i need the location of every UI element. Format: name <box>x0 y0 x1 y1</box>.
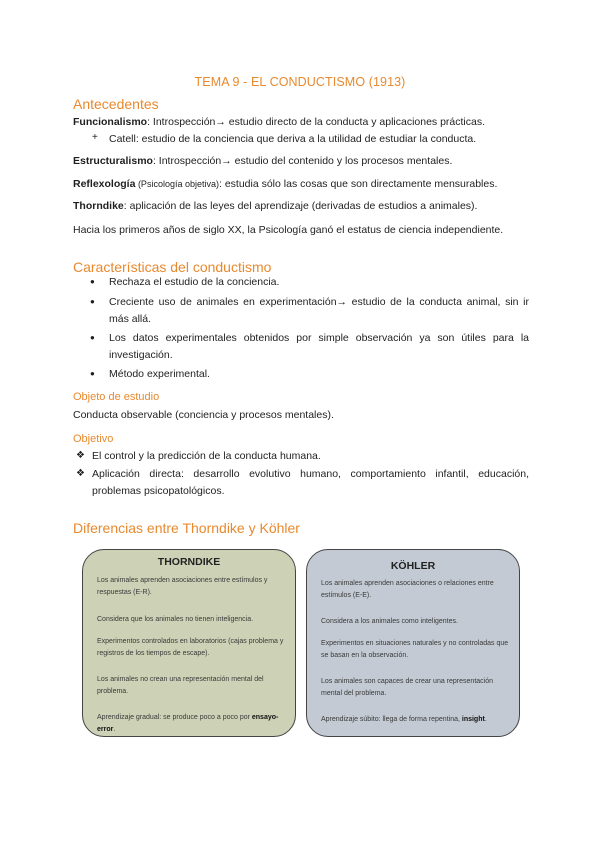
thorndike-item-4: Los animales no crean una representación mental del problema. <box>97 676 264 695</box>
kohler-item-2: Considera a los animales como inteligentes. <box>321 618 458 625</box>
kohler-item-1: Los animales aprenden asociaciones o relaciones entre estímulos (E-E). <box>321 580 494 599</box>
funcionalismo-paragraph <box>73 115 533 129</box>
caracteristica-item-4: Método experimental. <box>109 368 210 380</box>
thorndike-item-5 <box>97 712 285 736</box>
catell-bullet: + <box>92 132 98 143</box>
reflexologia-term: Reflexología <box>73 178 136 190</box>
thorndike-item-3: Experimentos controlados en laboratorios (cajas problema y registros de los tiempos de escape). <box>97 638 284 657</box>
objetivo-item-2: Aplicación directa: desarrollo evolutivo humano, comportamiento infantil, educación, problemas psicopatológicos. <box>92 468 529 497</box>
thorndike-text: : aplicación de las leyes del aprendizaje (derivadas de estudios a animales). <box>123 200 478 212</box>
caracteristica-bullet: ● <box>90 297 95 306</box>
kohler-item-5 <box>321 714 509 726</box>
objeto-heading: Objeto de estudio <box>73 391 160 403</box>
page-title: TEMA 9 - EL CONDUCTISMO (1913) <box>194 75 406 89</box>
reflexologia-text: : estudia sólo las cosas que son directamente mensurables. <box>218 178 498 190</box>
objetivo-bullet: ❖ <box>76 450 85 461</box>
funcionalismo-text: : Introspección→ estudio directo de la conducta y aplicaciones prácticas. <box>147 116 486 128</box>
thorndike-box-title: THORNDIKE <box>157 556 221 568</box>
thorndike-item-5-text: Aprendizaje gradual: se produce poco a poco por <box>97 714 250 721</box>
kohler-item-5-end: . <box>484 716 487 723</box>
kohler-item-5-bold: insight <box>461 716 485 723</box>
kohler-item-5-text: Aprendizaje súbito: llega de forma repentina, <box>321 716 460 723</box>
diferencias-heading: Diferencias entre Thorndike y Köhler <box>73 520 300 536</box>
kohler-item-4: Los animales son capaces de crear una representación mental del problema. <box>321 678 493 697</box>
antecedentes-heading: Antecedentes <box>73 96 159 112</box>
estructuralismo-paragraph <box>73 154 533 168</box>
objetivo-bullet: ❖ <box>76 468 85 479</box>
catell-text: Catell: estudio de la conciencia que deriva a la utilidad de estudiar la conducta. <box>109 133 477 145</box>
thorndike-item-1: Los animales aprenden asociaciones entre estímulos y respuestas (E-R). <box>97 577 268 596</box>
thorndike-term: Thorndike <box>73 200 124 212</box>
estructuralismo-text: : Introspección→ estudio del contenido y los procesos mentales. <box>152 155 453 167</box>
caracteristica-item-1: Rechaza el estudio de la conciencia. <box>109 276 280 288</box>
thorndike-item-5-end: . <box>113 726 116 733</box>
objeto-text: Conducta observable (conciencia y procesos mentales). <box>73 409 334 421</box>
thorndike-box <box>82 549 296 737</box>
kohler-box-title: KÖHLER <box>390 560 436 572</box>
thorndike-item-5-bold: ensayo-error <box>97 714 279 733</box>
kohler-box <box>306 549 520 737</box>
caracteristica-bullet: ● <box>90 333 95 342</box>
objetivo-item-1: El control y la predicción de la conducta humana. <box>92 450 321 462</box>
reflexologia-note: (Psicología objetiva) <box>135 179 219 189</box>
thorndike-paragraph <box>73 199 533 213</box>
caracteristica-item-2: Creciente uso de animales en experimentación→ estudio de la conducta animal, sin ir más allá. <box>109 296 529 325</box>
estructuralismo-term: Estructuralismo <box>73 155 153 167</box>
caracteristicas-heading: Características del conductismo <box>73 259 272 275</box>
ciencia-paragraph: Hacia los primeros años de siglo XX, la Psicología ganó el estatus de ciencia independiente. <box>73 224 504 236</box>
kohler-item-3: Experimentos en situaciones naturales y no controladas que se basan en la observación. <box>321 640 509 659</box>
funcionalismo-term: Funcionalismo <box>73 116 148 128</box>
caracteristica-bullet: ● <box>90 369 95 378</box>
caracteristica-item-3: Los datos experimentales obtenidos por simple observación ya son útiles para la investigación. <box>109 332 529 361</box>
thorndike-item-2: Considera que los animales no tienen inteligencia. <box>97 616 254 623</box>
caracteristica-bullet: ● <box>90 277 95 286</box>
reflexologia-paragraph <box>73 177 533 191</box>
objetivo-heading: Objetivo <box>73 433 114 445</box>
